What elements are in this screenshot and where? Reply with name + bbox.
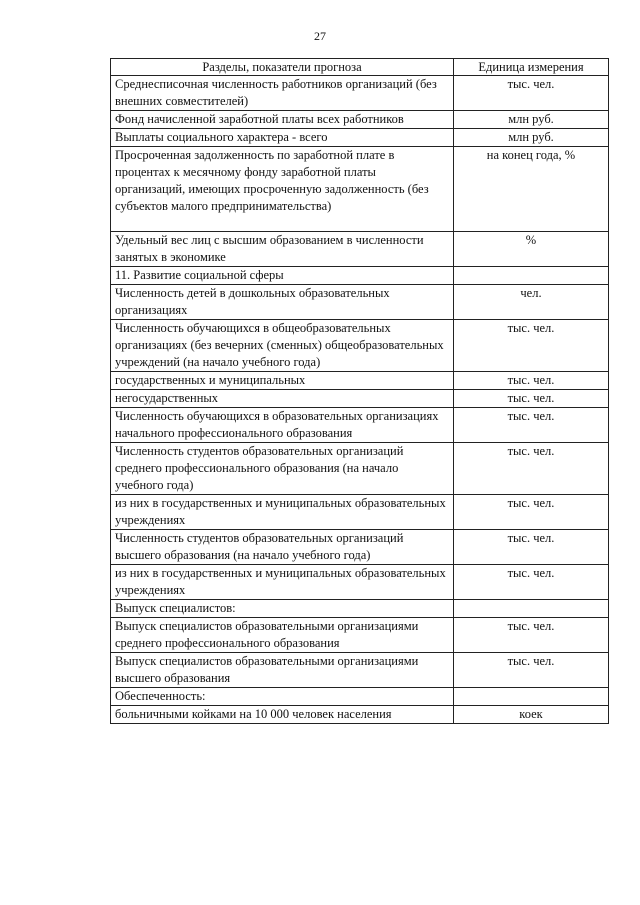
- unit-cell: тыс. чел.: [454, 565, 609, 600]
- indicator-cell: Выпуск специалистов образовательными организациями высшего образования: [111, 653, 454, 688]
- forecast-indicators-table: [110, 58, 609, 724]
- unit-cell: тыс. чел.: [454, 618, 609, 653]
- indicator-cell: Просроченная задолженность по заработной плате в процентах к месячному фонду заработной платы организаций, имеющих просроченную задолженность (без субъектов малого предпринимательства): [111, 147, 454, 232]
- indicator-cell: Среднесписочная численность работников организаций (без внешних совместителей): [111, 76, 454, 111]
- unit-cell: млн руб.: [454, 129, 609, 147]
- table-row: [111, 530, 609, 565]
- table-header-row: [111, 59, 609, 76]
- unit-cell: на конец года, %: [454, 147, 609, 232]
- table-row: [111, 285, 609, 320]
- unit-cell: тыс. чел.: [454, 495, 609, 530]
- table-row: [111, 688, 609, 706]
- unit-cell: тыс. чел.: [454, 653, 609, 688]
- table-row: [111, 408, 609, 443]
- table-row: [111, 706, 609, 724]
- indicator-cell: Численность студентов образовательных организаций среднего профессионального образования (на начало учебного года): [111, 443, 454, 495]
- indicator-cell: Численность обучающихся в образовательных организациях начального профессионального образования: [111, 408, 454, 443]
- unit-cell: тыс. чел.: [454, 76, 609, 111]
- table-row: [111, 267, 609, 285]
- table-row: [111, 618, 609, 653]
- indicator-cell: Численность детей в дошкольных образовательных организациях: [111, 285, 454, 320]
- indicator-cell: государственных и муниципальных: [111, 372, 454, 390]
- unit-cell: [454, 688, 609, 706]
- table-row: [111, 443, 609, 495]
- indicator-cell: Удельный вес лиц с высшим образованием в численности занятых в экономике: [111, 232, 454, 267]
- unit-cell: %: [454, 232, 609, 267]
- table-row: [111, 320, 609, 372]
- table-row: [111, 147, 609, 232]
- indicator-cell: Численность обучающихся в общеобразовательных организациях (без вечерних (сменных) общеобразовательных учреждений (на начало учебного года): [111, 320, 454, 372]
- table-row: [111, 372, 609, 390]
- header-indicators: Разделы, показатели прогноза: [111, 59, 454, 76]
- unit-cell: чел.: [454, 285, 609, 320]
- unit-cell: коек: [454, 706, 609, 724]
- table-row: [111, 495, 609, 530]
- table-row: [111, 390, 609, 408]
- indicator-cell: Выплаты социального характера - всего: [111, 129, 454, 147]
- indicator-cell: из них в государственных и муниципальных образовательных учреждениях: [111, 565, 454, 600]
- indicator-cell: Выпуск специалистов:: [111, 600, 454, 618]
- indicator-cell: из них в государственных и муниципальных образовательных учреждениях: [111, 495, 454, 530]
- unit-cell: тыс. чел.: [454, 372, 609, 390]
- page-number: 27: [314, 29, 326, 43]
- table-row: [111, 565, 609, 600]
- section-heading-cell: 11. Развитие социальной сферы: [111, 267, 454, 285]
- indicator-cell: больничными койками на 10 000 человек населения: [111, 706, 454, 724]
- table-row: [111, 600, 609, 618]
- indicator-cell: негосударственных: [111, 390, 454, 408]
- unit-cell: [454, 267, 609, 285]
- table-row: [111, 232, 609, 267]
- unit-cell: тыс. чел.: [454, 320, 609, 372]
- unit-cell: [454, 600, 609, 618]
- unit-cell: млн руб.: [454, 111, 609, 129]
- indicator-cell: Выпуск специалистов образовательными организациями среднего профессионального образования: [111, 618, 454, 653]
- indicator-cell: Численность студентов образовательных организаций высшего образования (на начало учебного года): [111, 530, 454, 565]
- table-row: [111, 653, 609, 688]
- indicator-cell: Обеспеченность:: [111, 688, 454, 706]
- unit-cell: тыс. чел.: [454, 390, 609, 408]
- unit-cell: тыс. чел.: [454, 443, 609, 495]
- header-unit: Единица измерения: [454, 59, 609, 76]
- table-row: [111, 76, 609, 111]
- table-row: [111, 111, 609, 129]
- unit-cell: тыс. чел.: [454, 408, 609, 443]
- unit-cell: тыс. чел.: [454, 530, 609, 565]
- indicator-cell: Фонд начисленной заработной платы всех работников: [111, 111, 454, 129]
- table-row: [111, 129, 609, 147]
